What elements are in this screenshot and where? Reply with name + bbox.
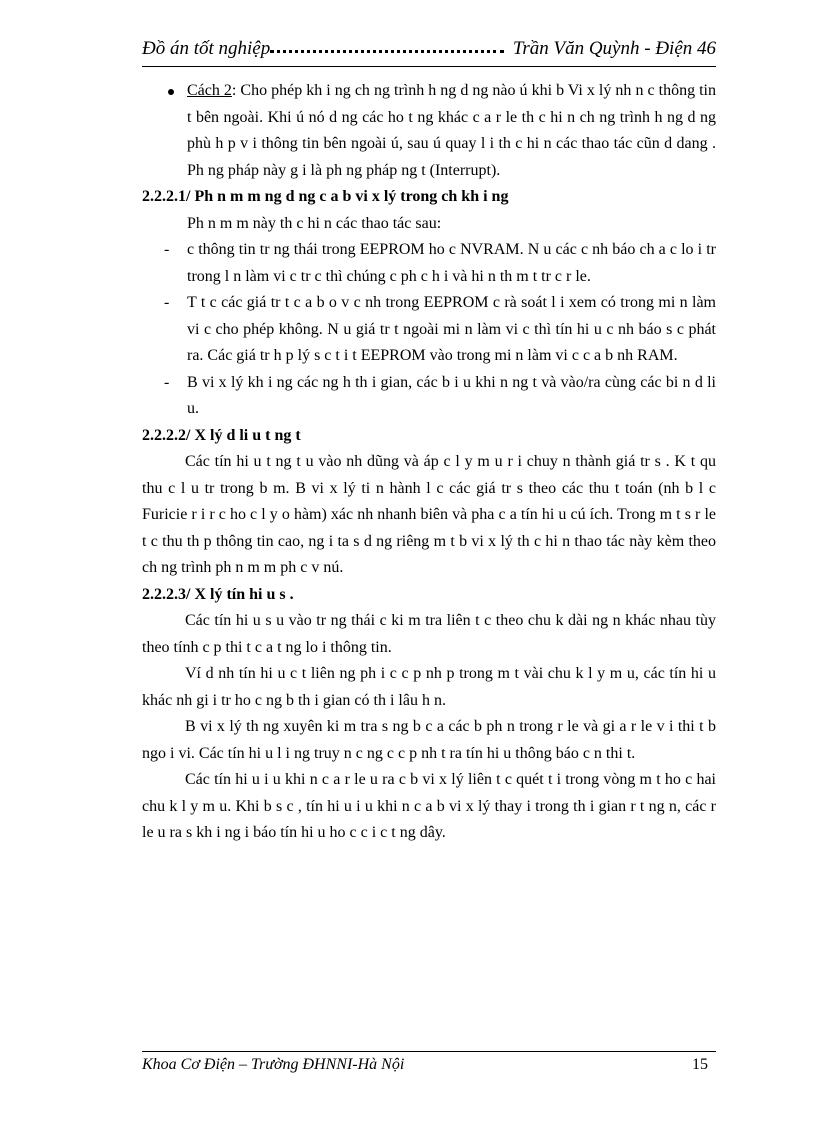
section3-paragraph: Các tín hi u i u khi n c a r le u ra c b vi x lý liên t c quét t i trong vòng m t ho c hai chu k l y m u. Khi b s c , tín hi u i u khi n c a b vi x lý thay i trong th i gian r t ng n, các r le u ra s kh i ng i báo tín hi u ho c c i c t ng dây. (142, 771, 716, 841)
section3-paragraph: Các tín hi u s u vào tr ng thái c ki m tra liên t c theo chu k dài ng n khác nhau tùy theo tính c p thi t c a t ng lo i thông tin. (142, 612, 716, 656)
dash-list-item (142, 370, 716, 423)
header-left-title: Đồ án tốt nghiệp (142, 38, 271, 59)
dash-list-item (142, 290, 716, 370)
header-rule (142, 66, 716, 67)
section3-paragraph: Ví d nh tín hi u c t liên ng ph i c c p nh p trong m t vài chu k l y m u, các tín hi u khác nh gi i tr ho c ng b th i gian có th i lâu h n. (142, 665, 716, 709)
bullet-label: Cách 2 (187, 82, 232, 99)
dash-item-text: B vi x lý kh i ng các ng h th i gian, các b i u khi n ng t và vào/ra cùng các bi n d li u. (187, 373, 716, 417)
section-heading-2-2-2-2: 2.2.2.2/ X lý d li u t ng t (142, 426, 301, 444)
dash-marker: - (164, 241, 170, 258)
section-heading-2-2-2-1: 2.2.2.1/ Ph n m m ng d ng c a b vi x lý trong ch kh i ng (142, 188, 509, 205)
footer-rule (142, 1051, 716, 1052)
section1-intro: Ph n m m này th c hi n các thao tác sau: (187, 214, 442, 232)
page-content (142, 78, 716, 847)
dash-marker: - (164, 294, 170, 311)
page-footer (142, 1056, 716, 1080)
footer-institution: Khoa Cơ Điện – Trường ĐHNNI-Hà Nội (142, 1056, 405, 1073)
dash-marker: - (164, 373, 170, 391)
dash-item-text: c thông tin tr ng thái trong EEPROM ho c NVRAM. N u các c nh báo ch a c lo i tr trong l n làm vi c tr c thì chúng c ph c h i và hi n th m t tr c r le. (187, 241, 716, 285)
bullet-item (142, 78, 716, 184)
page-header (142, 36, 716, 66)
header-right-author: Trần Văn Quỳnh - Điện 46 (512, 38, 716, 59)
section2-paragraph: Các tín hi u t ng t u vào nh dũng và áp c l y m u r i chuy n thành giá tr s . K t qu thu c l u tr trong b m. B vi x lý ti n hành l c các giá tr s theo các thu t toán (nh b l c Furicie r i r c ho c l y o hàm) xác nh nhanh biên và pha c a tín hi u cú ích. Trong m t s r le t c thu th p thông tin cao, ng i ta s d ng riêng m t b vi x lý th c hi n thao tác này kèm theo ch ng trình ph n m m ph c v nú. (142, 453, 716, 576)
bullet-dot-icon (168, 89, 174, 95)
header-dot-leader (270, 50, 504, 53)
dash-list-item (142, 237, 716, 290)
page-number: 15 (692, 1056, 708, 1073)
section-heading-2-2-2-3: 2.2.2.3/ X lý tín hi u s . (142, 585, 294, 603)
dash-item-text: T t c các giá tr t c a b o v c nh trong EEPROM c rà soát l i xem có trong mi n làm vi c cho phép không. N u giá tr t ngoài mi n làm vi c thì tín hi u c nh báo s c phát ra. Các giá tr h p lý s c t i t EEPROM vào trong mi n làm vi c c a b nh RAM. (187, 294, 716, 364)
bullet-text: : Cho phép kh i ng ch ng trình h ng d ng nào ú khi b Vi x lý nh n c thông tin t bên ngoài. Khi ú nó d ng các ho t ng khác c a r le th c hi n ch ng trình h ng d ng phù h p v i thông tin bên ngoài ú, sau ú quay l i th c hi n các thao tác cũn d dang . Ph ng pháp này g i là ph ng pháp ng t (Interrupt). (187, 82, 717, 179)
section3-paragraph: B vi x lý th ng xuyên ki m tra s ng b c a các b ph n trong r le và gi a r le v i thi t b ngo i vi. Các tín hi u l i ng truy n c ng c c p nh t ra tín hi u thông báo c n thi t. (142, 718, 716, 762)
